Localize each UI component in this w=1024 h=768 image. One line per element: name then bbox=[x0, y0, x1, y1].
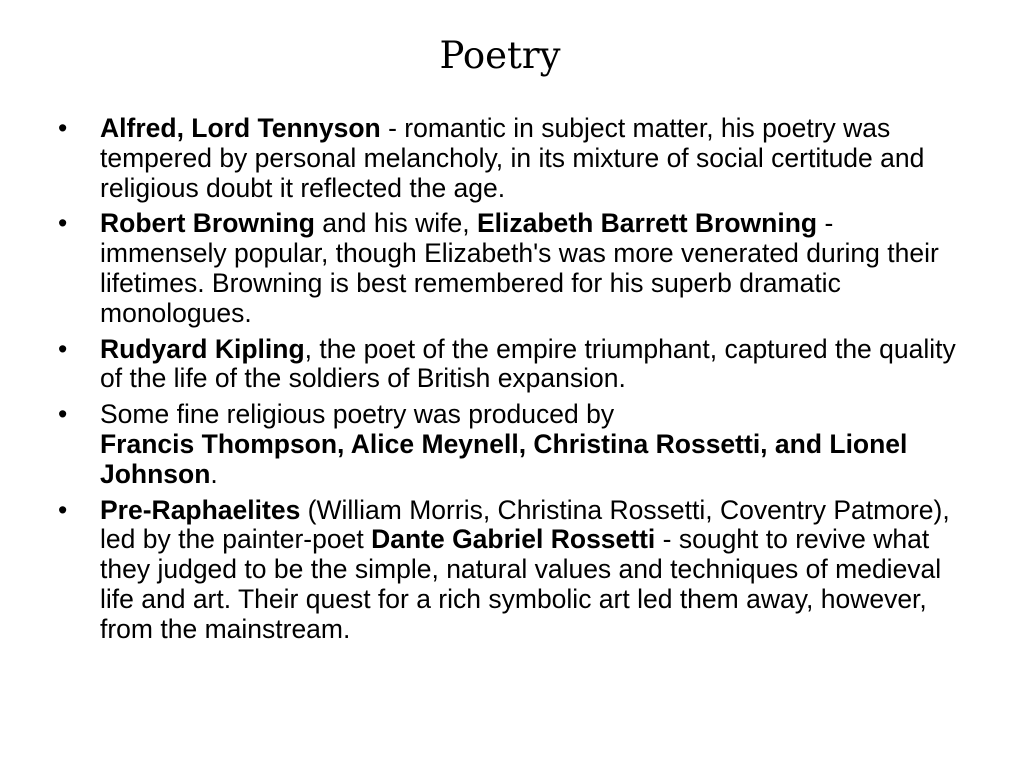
item-text: and his wife, bbox=[314, 208, 477, 239]
slide-title: Poetry bbox=[439, 34, 561, 77]
item-text: . bbox=[210, 458, 218, 489]
bullet-list bbox=[0, 114, 1024, 651]
bullet-icon: • bbox=[58, 333, 68, 364]
list-item bbox=[0, 209, 960, 328]
list-item bbox=[0, 400, 960, 489]
list-item bbox=[0, 335, 960, 395]
item-text: Some fine religious poetry was produced by bbox=[100, 399, 615, 430]
list-item bbox=[0, 496, 960, 645]
item-text: , the poet of the empire triumphant, captured the quality of the life of the soldiers of British expansion. bbox=[100, 333, 956, 394]
poet-name: Rudyard Kipling bbox=[100, 333, 305, 364]
poet-name: Dante Gabriel Rossetti bbox=[371, 524, 656, 555]
bullet-icon: • bbox=[58, 494, 68, 525]
item-text: - sought to revive what they judged to be the simple, natural values and techniques of medieval life and art. Their quest for a rich symbolic art led them away, however, from the mainstream. bbox=[100, 524, 942, 644]
item-text: - romantic in subject matter, his poetry was tempered by personal melancholy, in its mixture of social certitude and religious doubt it reflected the age. bbox=[100, 113, 925, 203]
poet-name: Elizabeth Barrett Browning bbox=[476, 208, 818, 239]
item-text: (William Morris, Christina Rossetti, Coventry Patmore), led by the painter-poet bbox=[100, 494, 950, 555]
bullet-icon: • bbox=[58, 208, 68, 239]
item-text: - immensely popular, though Elizabeth's was more venerated during their lifetimes. Browning is best remembered for his superb dramatic monologues. bbox=[100, 208, 939, 328]
poet-name: Robert Browning bbox=[100, 208, 315, 239]
poet-name: Alfred, Lord Tennyson bbox=[100, 113, 381, 143]
poet-name: Francis Thompson, Alice Meynell, Christina Rossetti, and Lionel Johnson bbox=[100, 428, 908, 489]
list-item bbox=[0, 114, 960, 203]
bullet-icon: • bbox=[58, 399, 68, 430]
bullet-icon: • bbox=[58, 113, 68, 143]
poet-name: Pre-Raphaelites bbox=[100, 494, 301, 525]
